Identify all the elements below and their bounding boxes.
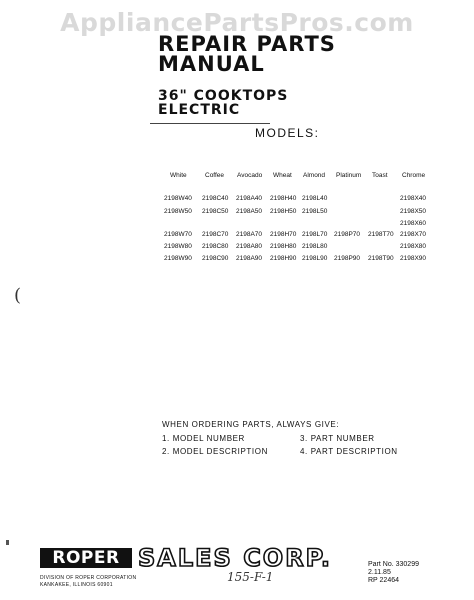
table-cell: 2198A80: [236, 243, 263, 250]
table-cell: 2198C90: [202, 255, 229, 262]
rp-number: RP 22464: [368, 577, 400, 584]
table-cell: 2198C40: [202, 195, 229, 202]
column-header: Chrome: [402, 172, 426, 179]
table-cell: 2198A50: [236, 208, 263, 215]
table-cell: 2198H70: [270, 231, 297, 238]
table-cell: 2198W50: [164, 208, 192, 215]
table-cell: 2198H90: [270, 255, 297, 262]
table-cell: 2198C50: [202, 208, 229, 215]
divider: [150, 123, 270, 124]
product-subtitle: 36" COOKTOPS: [158, 88, 289, 104]
table-cell: 2198H40: [270, 195, 297, 202]
column-header: Almond: [303, 172, 326, 179]
column-header: Wheat: [273, 172, 292, 179]
table-cell: 2198C80: [202, 243, 229, 250]
table-cell: 2198L80: [302, 243, 328, 250]
column-header: Platinum: [336, 172, 362, 179]
table-cell: 2198X90: [400, 255, 427, 262]
table-cell: 2198W70: [164, 231, 192, 238]
table-cell: 2198W90: [164, 255, 192, 262]
table-cell: 2198W40: [164, 195, 192, 202]
table-cell: 2198X60: [400, 220, 427, 227]
models-label: MODELS:: [255, 126, 320, 140]
print-date: 2.11.85: [368, 569, 391, 576]
column-header: Coffee: [205, 172, 225, 179]
table-cell: 2198H80: [270, 243, 297, 250]
product-subtitle-line2: ELECTRIC: [158, 102, 241, 118]
table-cell: 2198L70: [302, 231, 328, 238]
table-cell: 2198T90: [368, 255, 394, 262]
table-cell: 2198L40: [302, 195, 328, 202]
column-header: White: [170, 172, 187, 179]
table-cell: 2198X50: [400, 208, 427, 215]
column-header: Avocado: [237, 172, 263, 179]
sales-corp-logo: SALES CORP.: [138, 544, 332, 572]
table-cell: 2198X80: [400, 243, 427, 250]
table-cell: 2198X70: [400, 231, 427, 238]
table-cell: 2198L50: [302, 208, 328, 215]
column-header: Toast: [372, 172, 388, 179]
ordering-item: 4. PART DESCRIPTION: [300, 447, 398, 456]
manual-title-line2: MANUAL: [158, 52, 265, 76]
table-cell: 2198H50: [270, 208, 297, 215]
part-number: Part No. 330299: [368, 561, 419, 568]
scan-mark: (: [14, 285, 22, 306]
table-cell: 2198P90: [334, 255, 361, 262]
watermark: AppliancePartsPros.com: [60, 8, 414, 37]
division-line: DIVISION OF ROPER CORPORATION: [40, 575, 137, 581]
table-cell: 2198P70: [334, 231, 361, 238]
ordering-heading: WHEN ORDERING PARTS, ALWAYS GIVE:: [162, 420, 340, 429]
division-address: KANKAKEE, ILLINOIS 60901: [40, 582, 113, 588]
ordering-item: 1. MODEL NUMBER: [162, 434, 245, 443]
table-cell: 2198A70: [236, 231, 263, 238]
table-cell: 2198X40: [400, 195, 427, 202]
scan-mark: [6, 540, 9, 545]
handwritten-note: 155-F-1: [227, 570, 274, 584]
table-cell: 2198A90: [236, 255, 263, 262]
ordering-item: 3. PART NUMBER: [300, 434, 375, 443]
manual-title: REPAIR PARTS: [158, 32, 336, 56]
table-cell: 2198L90: [302, 255, 328, 262]
table-cell: 2198A40: [236, 195, 263, 202]
table-cell: 2198W80: [164, 243, 192, 250]
table-cell: 2198C70: [202, 231, 229, 238]
ordering-item: 2. MODEL DESCRIPTION: [162, 447, 268, 456]
roper-logo: ROPER: [40, 548, 132, 568]
table-cell: 2198T70: [368, 231, 394, 238]
